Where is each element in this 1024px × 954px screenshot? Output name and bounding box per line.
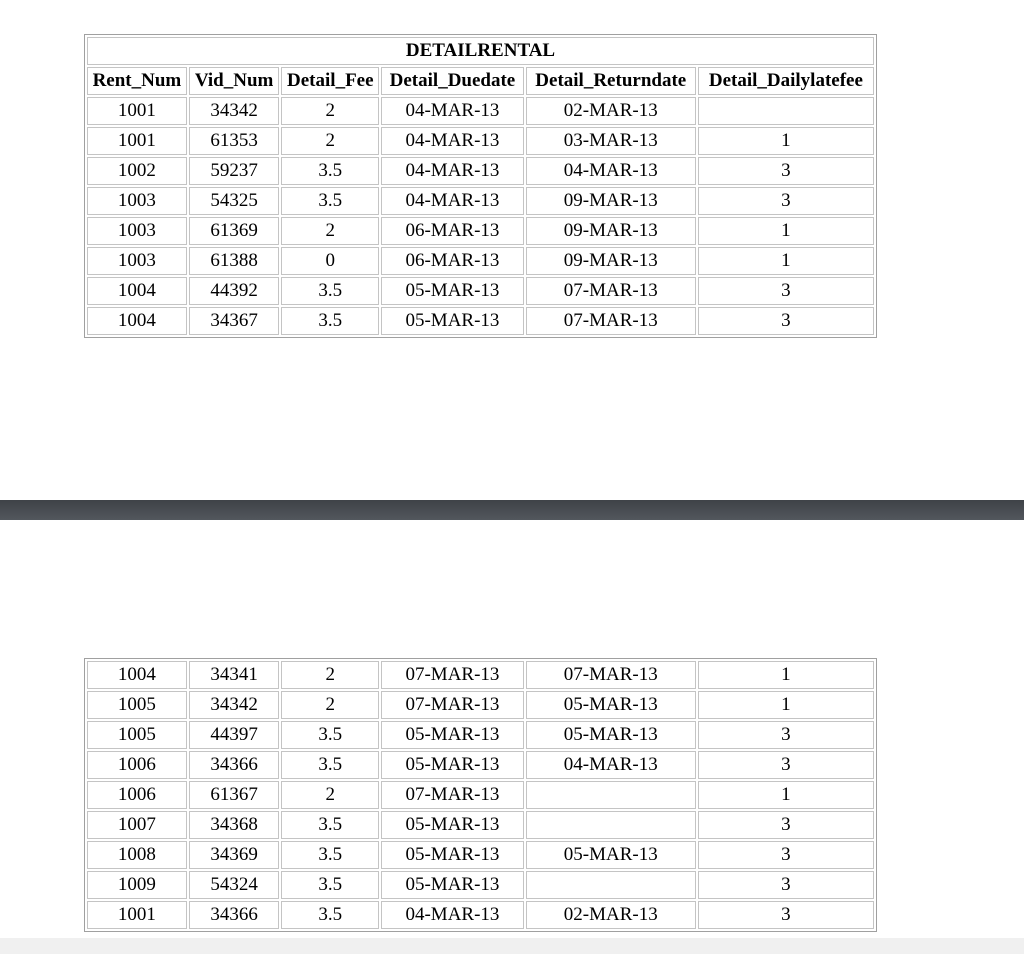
table-row (87, 721, 874, 749)
table-bottom-body (87, 661, 874, 929)
table-cell: 04-MAR-13 (381, 97, 524, 125)
table-cell: 06-MAR-13 (381, 247, 524, 275)
table-cell: 05-MAR-13 (381, 841, 524, 869)
table-cell: 34342 (189, 97, 280, 125)
table-cell: 1 (698, 781, 874, 809)
table-cell: 1004 (87, 307, 187, 335)
table-cell: 1003 (87, 187, 187, 215)
table-cell: 05-MAR-13 (381, 721, 524, 749)
table-cell: 06-MAR-13 (381, 217, 524, 245)
table-cell: 1003 (87, 247, 187, 275)
table-cell: 05-MAR-13 (526, 721, 696, 749)
table-cell: 1 (698, 691, 874, 719)
table-cell: 1004 (87, 277, 187, 305)
column-header: Rent_Num (87, 67, 187, 95)
table-cell: 07-MAR-13 (526, 277, 696, 305)
table-cell: 0 (281, 247, 379, 275)
table-row (87, 187, 874, 215)
table-cell: 1004 (87, 661, 187, 689)
table-cell: 1007 (87, 811, 187, 839)
table-cell: 3.5 (281, 841, 379, 869)
table-cell: 05-MAR-13 (526, 691, 696, 719)
table-cell: 2 (281, 691, 379, 719)
table-cell: 34369 (189, 841, 280, 869)
table-cell: 3.5 (281, 811, 379, 839)
table-caption: DETAILRENTAL (87, 37, 874, 65)
table-cell: 05-MAR-13 (381, 871, 524, 899)
table-cell: 34342 (189, 691, 280, 719)
table-cell: 3 (698, 187, 874, 215)
table-cell: 04-MAR-13 (381, 187, 524, 215)
table-cell: 1006 (87, 751, 187, 779)
table-cell: 3 (698, 841, 874, 869)
table-cell: 02-MAR-13 (526, 97, 696, 125)
table-cell: 03-MAR-13 (526, 127, 696, 155)
table-cell: 07-MAR-13 (381, 661, 524, 689)
table-cell: 09-MAR-13 (526, 217, 696, 245)
table-cell: 34366 (189, 901, 280, 929)
table-cell: 3 (698, 871, 874, 899)
section-divider (0, 500, 1024, 520)
bottom-edge (0, 938, 1024, 954)
table-cell: 61369 (189, 217, 280, 245)
table-cell: 07-MAR-13 (381, 781, 524, 809)
table-cell: 34366 (189, 751, 280, 779)
table-cell: 2 (281, 97, 379, 125)
table-cell: 3.5 (281, 751, 379, 779)
table-cell: 3 (698, 307, 874, 335)
table-cell: 3.5 (281, 157, 379, 185)
table-cell: 1005 (87, 691, 187, 719)
table-cell (526, 811, 696, 839)
table-row (87, 811, 874, 839)
table-cell: 02-MAR-13 (526, 901, 696, 929)
table-cell: 05-MAR-13 (526, 841, 696, 869)
table-cell: 44392 (189, 277, 280, 305)
table-cell: 34367 (189, 307, 280, 335)
table-cell: 3.5 (281, 187, 379, 215)
table-cell: 44397 (189, 721, 280, 749)
table-row (87, 307, 874, 335)
table-row (87, 247, 874, 275)
table-cell: 1002 (87, 157, 187, 185)
table-cell: 2 (281, 217, 379, 245)
table-cell (526, 781, 696, 809)
table-row (87, 841, 874, 869)
table-cell: 59237 (189, 157, 280, 185)
table-cell: 05-MAR-13 (381, 277, 524, 305)
table-cell: 05-MAR-13 (381, 811, 524, 839)
table-cell: 3.5 (281, 871, 379, 899)
table-cell: 34341 (189, 661, 280, 689)
table-cell: 61353 (189, 127, 280, 155)
table-cell: 3 (698, 157, 874, 185)
table-cell: 07-MAR-13 (381, 691, 524, 719)
table-cell: 09-MAR-13 (526, 247, 696, 275)
table-cell: 3 (698, 811, 874, 839)
header-row (87, 67, 874, 95)
table-cell: 04-MAR-13 (381, 127, 524, 155)
column-header: Detail_Fee (281, 67, 379, 95)
table-cell: 07-MAR-13 (526, 307, 696, 335)
table-cell: 1 (698, 127, 874, 155)
table-cell: 3 (698, 277, 874, 305)
table-cell: 3.5 (281, 721, 379, 749)
table-row (87, 871, 874, 899)
table-cell: 1006 (87, 781, 187, 809)
table-cell: 05-MAR-13 (381, 307, 524, 335)
table-cell: 09-MAR-13 (526, 187, 696, 215)
table-row (87, 781, 874, 809)
table-cell (698, 97, 874, 125)
caption-row (87, 37, 874, 65)
table-row (87, 661, 874, 689)
table-cell: 1003 (87, 217, 187, 245)
table-cell: 04-MAR-13 (526, 157, 696, 185)
table-cell: 3 (698, 721, 874, 749)
table-row (87, 157, 874, 185)
column-header: Vid_Num (189, 67, 280, 95)
table-cell: 1001 (87, 127, 187, 155)
table-cell: 61367 (189, 781, 280, 809)
table-cell: 3.5 (281, 307, 379, 335)
table-cell: 07-MAR-13 (526, 661, 696, 689)
table-cell: 3.5 (281, 901, 379, 929)
table-row (87, 97, 874, 125)
table-cell: 1009 (87, 871, 187, 899)
table-cell: 54325 (189, 187, 280, 215)
table-cell: 04-MAR-13 (526, 751, 696, 779)
table-cell: 2 (281, 661, 379, 689)
table-cell: 54324 (189, 871, 280, 899)
column-header: Detail_Returndate (526, 67, 696, 95)
table-row (87, 901, 874, 929)
table-cell: 05-MAR-13 (381, 751, 524, 779)
table-row (87, 127, 874, 155)
table-cell: 1 (698, 247, 874, 275)
detailrental-table-bottom (84, 658, 877, 932)
table-cell: 3.5 (281, 277, 379, 305)
table-cell: 1005 (87, 721, 187, 749)
table-cell: 1008 (87, 841, 187, 869)
table-cell: 04-MAR-13 (381, 157, 524, 185)
table-cell: 1 (698, 217, 874, 245)
table-row (87, 217, 874, 245)
table-cell: 1001 (87, 97, 187, 125)
table-row (87, 277, 874, 305)
column-header: Detail_Duedate (381, 67, 524, 95)
table-cell: 1001 (87, 901, 187, 929)
table-cell: 34368 (189, 811, 280, 839)
table-cell: 2 (281, 781, 379, 809)
column-header: Detail_Dailylatefee (698, 67, 874, 95)
table-cell: 3 (698, 751, 874, 779)
table-cell (526, 871, 696, 899)
table-cell: 61388 (189, 247, 280, 275)
table-top-body (87, 37, 874, 335)
table-cell: 2 (281, 127, 379, 155)
table-row (87, 751, 874, 779)
table-cell: 04-MAR-13 (381, 901, 524, 929)
table-cell: 3 (698, 901, 874, 929)
detailrental-table-top (84, 34, 877, 338)
table-cell: 1 (698, 661, 874, 689)
table-row (87, 691, 874, 719)
